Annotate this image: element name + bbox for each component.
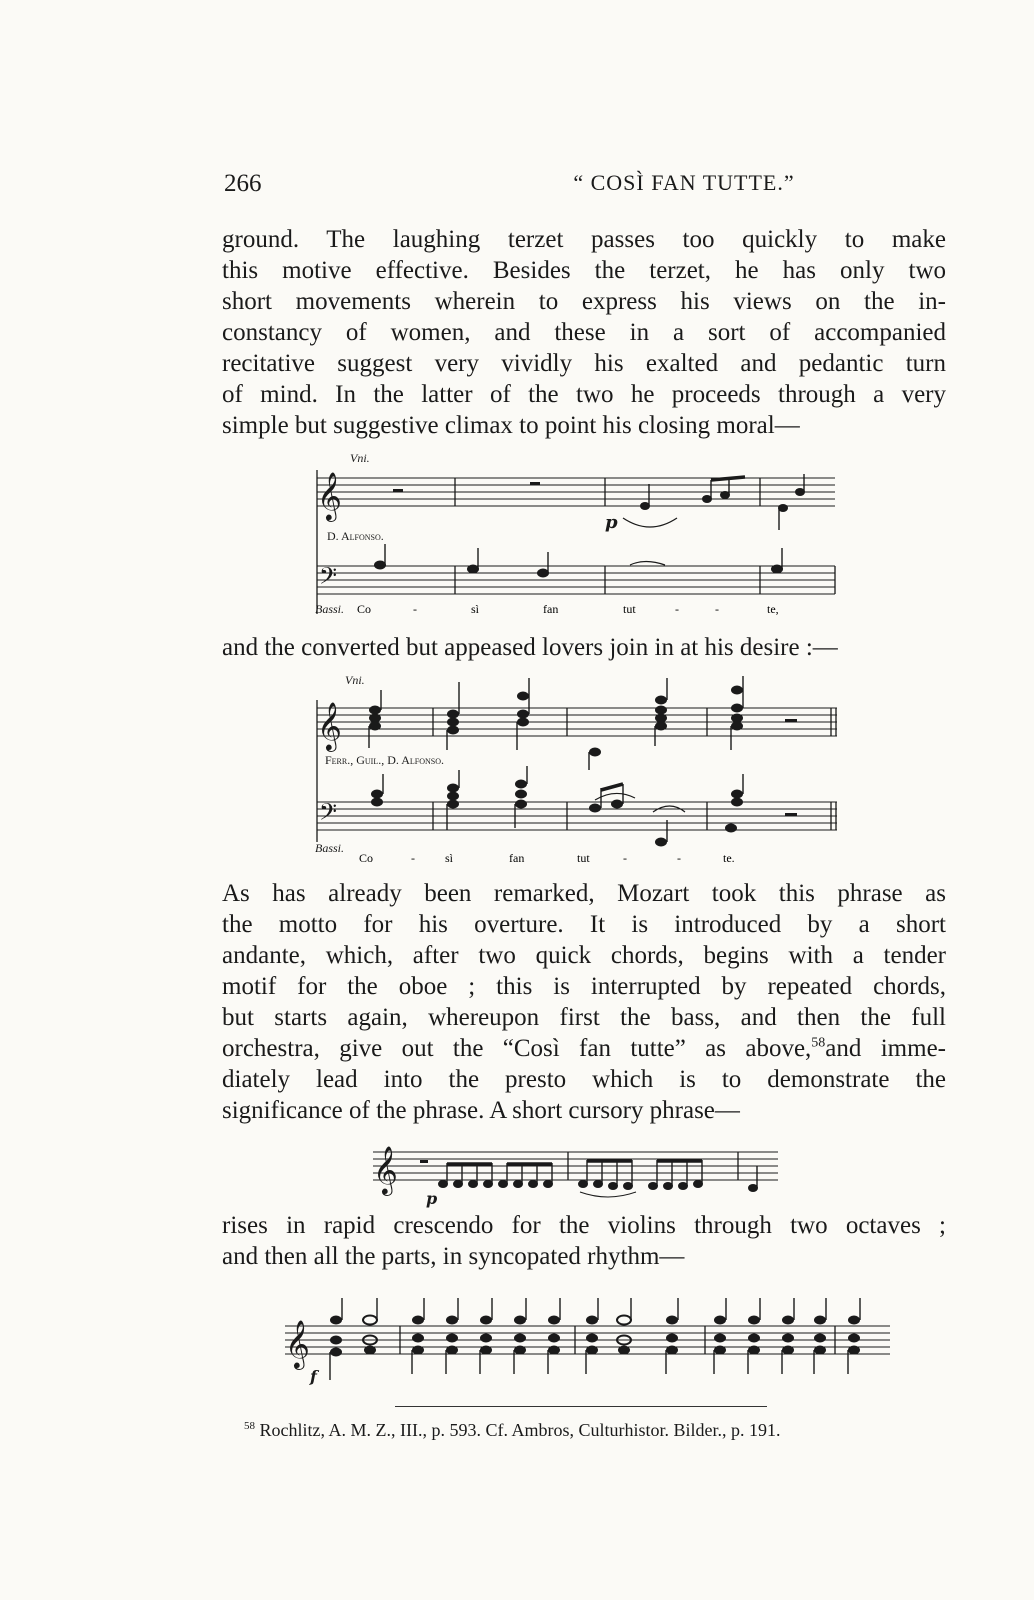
eighth-note-group (648, 1160, 703, 1190)
text-line: andante, which, after two quick chords, begins with a tender (222, 942, 946, 969)
text-line: and then all the parts, in syncopated rhythm— (222, 1243, 685, 1270)
lyric-syllable: fan (509, 851, 525, 865)
dynamic-piano: p (426, 1189, 438, 1208)
music-example-4 (280, 1290, 895, 1390)
text-line: but starts again, whereupon first the bass, and then the full (222, 1004, 946, 1031)
rest-icon (393, 489, 403, 492)
upper-staff-label: Vni. (345, 673, 365, 687)
lyric-syllable: - (413, 602, 417, 616)
treble-clef-icon: 𝄞 (317, 471, 342, 520)
treble-staff (373, 1152, 778, 1180)
lyric-syllable: - (411, 851, 415, 865)
text-run: orchestra, give out the “Così fan tutte” as above, (222, 1035, 812, 1062)
bass-staff (317, 566, 835, 594)
lyric-syllable: Co (359, 851, 374, 865)
chord (725, 774, 743, 833)
lyric-syllable: tut (577, 851, 590, 865)
chord (517, 678, 529, 750)
text-line: diately lead into the presto which is to demonstrate the (222, 1066, 946, 1093)
lyric-syllable: te. (723, 851, 735, 865)
text-line: significance of the phrase. A short cursory phrase— (222, 1097, 740, 1124)
treble-clef-icon: 𝄞 (317, 701, 342, 750)
lyric-syllable: fan (543, 602, 559, 616)
music-example-3 (368, 1130, 788, 1210)
lyric-syllable: tut (623, 602, 636, 616)
text-run: and imme- (825, 1035, 946, 1062)
text-line: short movements wherein to express his views on the in- (222, 288, 946, 315)
lyric-syllable: - (623, 851, 627, 865)
text-line: and the converted but appeased lovers join in at his desire :— (222, 634, 838, 661)
lyric-syllable: - (715, 602, 719, 616)
chord (447, 682, 459, 750)
lower-staff-label: Bassi. (315, 841, 345, 855)
text-line: constancy of women, and these in a sort of accompanied (222, 319, 946, 346)
footnote-ref[interactable]: 58 (811, 1035, 826, 1051)
text-line: simple but suggestive climax to point his closing moral— (222, 412, 800, 439)
eighth-note-group (498, 1163, 553, 1188)
paragraph-2 (222, 632, 946, 663)
treble-clef-icon: 𝄞 (285, 1319, 310, 1368)
bass-clef-icon: 𝄢 (319, 798, 338, 831)
text-line (222, 1033, 946, 1064)
chord (731, 676, 743, 750)
chord-sequence (330, 1298, 860, 1380)
page-header (222, 170, 946, 204)
lyric-syllable: te, (767, 602, 779, 616)
chord (515, 766, 527, 828)
treble-clef-icon: 𝄞 (373, 1145, 398, 1194)
text-line: motif for the oboe ; this is interrupted by repeated chords, (222, 973, 946, 1000)
text-line: rises in rapid crescendo for the violins through two octaves ; (222, 1212, 946, 1239)
footnote-text: Rochlitz, A. M. Z., III., p. 593. Cf. Ambros, Culturhistor. Bilder., p. 191. (259, 1420, 781, 1440)
treble-staff (317, 708, 837, 736)
text-line: the motto for his overture. It is introduced by a short (222, 911, 946, 938)
bass-clef-icon: 𝄢 (319, 562, 338, 595)
paragraph-4 (222, 1210, 946, 1272)
chord (371, 774, 383, 807)
lyric-syllable: sì (445, 851, 454, 865)
page-number: 266 (224, 170, 262, 197)
text-line: As has already been remarked, Mozart took this phrase as (222, 880, 946, 907)
eighth-note-group (438, 1163, 493, 1188)
voice-label: D. Alfonso. (327, 529, 384, 543)
running-title: “ COSÌ FAN TUTTE.” (573, 170, 795, 195)
paragraph-3 (222, 878, 946, 1126)
chord (447, 770, 459, 830)
footnote (244, 1420, 781, 1441)
lyric-syllable: Co (357, 602, 372, 616)
dynamic-piano: p (605, 512, 618, 533)
rest-icon (530, 482, 540, 485)
lyric-syllable: sì (471, 602, 480, 616)
text-line: ground. The laughing terzet passes too quickly to make (222, 226, 946, 253)
footnote-divider (395, 1406, 767, 1407)
text-line: this motive effective. Besides the terzet, he has only two (222, 257, 946, 284)
chord (369, 690, 381, 748)
text-line: of mind. In the latter of the two he proceeds through a very (222, 381, 946, 408)
voice-label: Ferr., Guil., D. Alfonso. (325, 753, 445, 767)
footnote-number: 58 (244, 1420, 255, 1432)
paragraph-1 (222, 224, 946, 441)
rest-icon (785, 813, 797, 816)
dynamic-forte: f (310, 1367, 317, 1386)
upper-staff-label: Vni. (350, 451, 370, 465)
lyric-syllable: - (677, 851, 681, 865)
rest-icon (785, 719, 797, 722)
text-line: recitative suggest very vividly his exalted and pedantic turn (222, 350, 946, 377)
music-example-1 (305, 448, 845, 618)
rest-icon (420, 1160, 428, 1163)
bass-staff (317, 802, 837, 830)
lyric-syllable: - (675, 602, 679, 616)
lower-staff-label: Bassi. (315, 602, 345, 616)
music-example-2 (305, 670, 850, 870)
